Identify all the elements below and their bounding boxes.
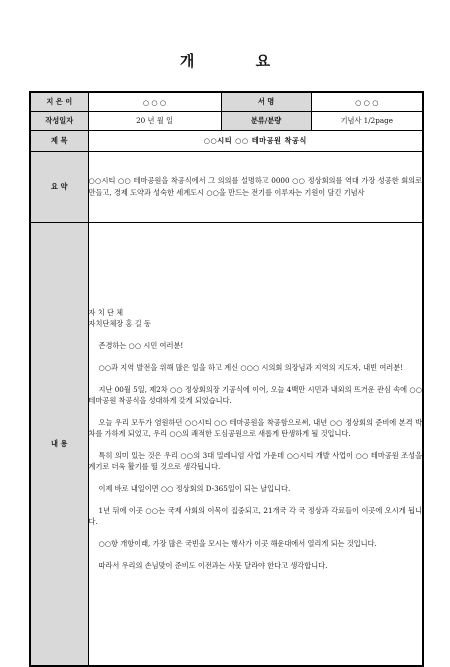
subject-label: 제 목 xyxy=(30,131,88,152)
category-label: 분류/분량 xyxy=(221,112,311,131)
content-paragraph: 지난 00월 5일, 제2차 ○○ 정상회의장 기공식에 이어, 오늘 4백만 시민과 내외의 뜨거운 관심 속에 ○○ 테마공원 착공식을 성대하게 갖게 되었습니다. xyxy=(88,384,423,405)
author-label: 지 은 이 xyxy=(30,92,88,112)
summary-label: 요 약 xyxy=(30,152,88,223)
content-paragraph: 이제 바로 내일이면 ○○ 정상회의 D-365일이 되는 날입니다. xyxy=(98,483,291,493)
content-paragraph: 특히 의미 있는 것은 우리 ○○의 3대 밀레니엄 사업 가운데 ○○시티 개발 사업이 ○○ 테마공원 조성을 계기로 더욱 활기를 띨 것으로 생각됩니다. xyxy=(88,450,423,471)
summary-value: ○○시티 ○○ 테마공원을 착공식에서 그 의의를 설명하고 0000 ○○ 정상회의를 역대 가장 성공한 회의로 만들고, 경제 도약과 성숙한 세계도시 ○○을 만드는 전기를 이루자는 기원이 담긴 기념사 xyxy=(88,152,423,223)
speaker-org: 자 치 단 체 xyxy=(88,307,124,317)
subject-value: ○○시티 ○○ 테마공원 착공식 xyxy=(88,131,423,152)
category-value: 기념사 1/2page xyxy=(311,112,423,131)
content-label: 내 용 xyxy=(30,223,88,667)
speaker-name: 자치단체장 홍 길 동 xyxy=(88,318,151,328)
signature-label: 서 명 xyxy=(221,92,311,112)
summary-form-table xyxy=(29,91,424,667)
content-paragraph: ○○과 지역 발전을 위해 많은 일을 하고 계신 ○○○ 시의회 의장님과 지역의 지도자, 내빈 여러분! xyxy=(98,362,404,372)
date-label: 작성일자 xyxy=(30,112,88,131)
content-paragraph: 따라서 우리의 손님맞이 준비도 이전과는 사뭇 달라야 한다고 생각합니다. xyxy=(98,560,328,570)
content-paragraph: 존경하는 ○○ 시민 여러분! xyxy=(98,340,184,350)
author-value: ○ ○ ○ xyxy=(88,92,221,112)
content-body xyxy=(88,223,423,667)
content-paragraph: 오늘 우리 모두가 염원하던 ○○시티 ○○ 테마공원을 착공함으로써, 내년 ○○ 정상회의 준비에 본격 박차를 가하게 되었고, 우리 ○○의 쾌적한 도심공원으로 새롭게 탄생하게 될 것입니다. xyxy=(88,417,423,438)
page-title: 개 요 xyxy=(179,52,299,70)
content-paragraph: ○○항 개항이래, 가장 많은 국빈을 모시는 행사가 이곳 해운대에서 열리게 되는 것입니다. xyxy=(98,538,377,548)
date-value: 20 년 월 일 xyxy=(88,112,221,131)
content-paragraph: 1년 뒤에 이곳 ○○는 국제 사회의 이목이 집중되고, 21개국 각 국 정상과 각료들이 이곳에 오시게 됩니다. xyxy=(88,505,423,526)
signature-value: ○ ○ ○ xyxy=(311,92,423,112)
